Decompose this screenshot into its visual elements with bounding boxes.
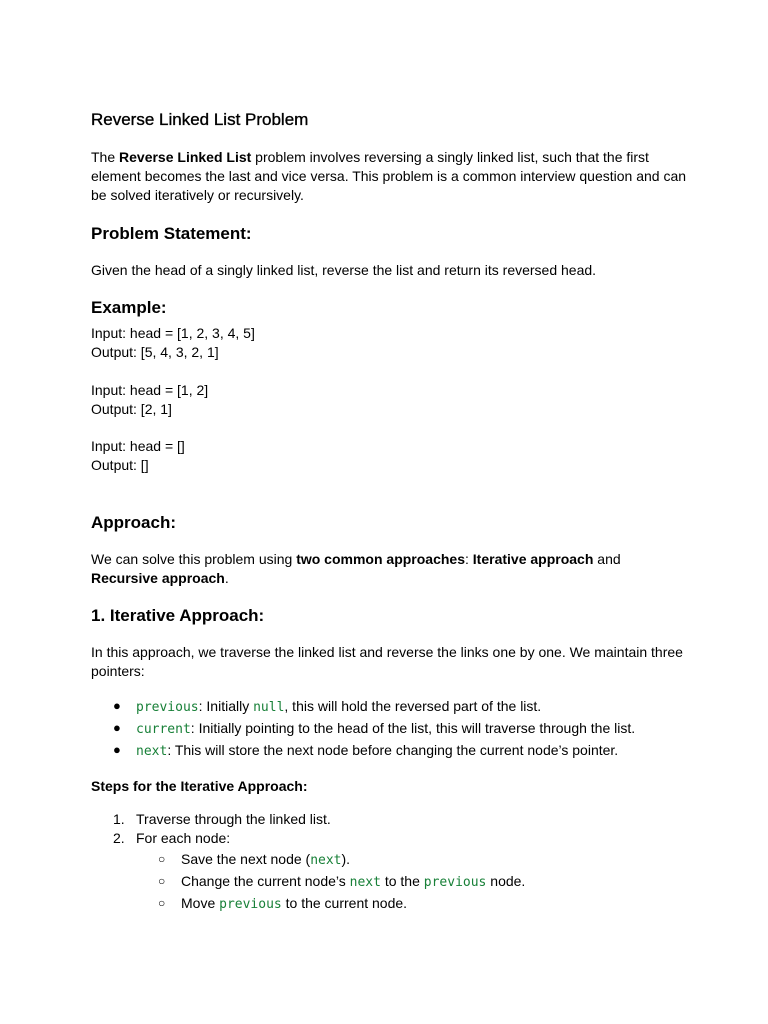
code-term: current — [136, 722, 191, 737]
list-item — [91, 848, 525, 870]
list-item — [91, 717, 635, 739]
approach-text: We can solve this problem using — [91, 551, 297, 567]
circle-bullet-icon: ○ — [158, 896, 166, 910]
approach-bold: Recursive approach — [91, 570, 225, 586]
substep-text: Save the next node ( — [181, 851, 311, 867]
bullet-icon: ● — [113, 720, 121, 735]
steps-heading-text: Steps for the Iterative Approach: — [91, 778, 308, 794]
step-number: 2. — [113, 830, 125, 846]
step-text: Traverse through the linked list. — [136, 811, 331, 827]
example-line: Output: [5, 4, 3, 2, 1] — [91, 344, 219, 360]
code-term: previous — [219, 897, 282, 912]
example-line: Input: head = [1, 2, 3, 4, 5] — [91, 325, 255, 341]
intro-text-1: The — [91, 149, 120, 165]
steps-heading — [91, 777, 308, 796]
code-term: previous — [423, 875, 487, 890]
problem-statement-text: Given the head of a singly linked list, reverse the list and return its reversed head. — [91, 262, 597, 278]
code-term: null — [253, 700, 285, 715]
intro-text-2: problem involves reversing a singly linked list, such that the first element becomes the last and vice versa. This problem is a common interview question and can be solved iteratively or recursively. — [91, 149, 687, 203]
list-item — [91, 739, 635, 761]
pointer-list — [91, 695, 635, 761]
iterative-approach-heading: 1. Iterative Approach: — [91, 606, 265, 625]
code-term: next — [310, 853, 342, 868]
substep-text: ). — [341, 851, 351, 867]
substep-text: Move — [181, 895, 220, 911]
list-item-text: : Initially pointing to the head of the list, this will traverse through the list. — [190, 720, 636, 736]
example-line: Input: head = [1, 2] — [91, 382, 209, 398]
approach-heading: Approach: — [91, 513, 176, 532]
list-item-text: : Initially — [198, 698, 254, 714]
code-term: next — [136, 744, 168, 759]
approach-bold: two common approaches — [296, 551, 465, 567]
bullet-icon: ● — [113, 742, 121, 757]
step-text: For each node: — [136, 830, 231, 846]
list-item — [91, 695, 635, 717]
approach-text: . — [224, 570, 229, 586]
example-line: Input: head = [] — [91, 438, 185, 454]
approach-paragraph — [91, 550, 691, 588]
substeps-list — [91, 848, 525, 914]
circle-bullet-icon: ○ — [158, 852, 166, 866]
steps-list — [91, 810, 331, 848]
example-line: Output: [] — [91, 457, 149, 473]
approach-text: and — [593, 551, 621, 567]
problem-statement-heading: Problem Statement: — [91, 224, 252, 243]
approach-bold: Iterative approach — [472, 551, 594, 567]
list-item — [91, 829, 331, 848]
list-item-text: : This will store the next node before changing the current node’s pointer. — [167, 742, 619, 758]
substep-text: Change the current node’s — [181, 873, 350, 889]
iterative-approach-text: In this approach, we traverse the linked list and reverse the links one by one. We maintain three pointers: — [91, 644, 683, 679]
example-line: Output: [2, 1] — [91, 401, 172, 417]
example-heading: Example: — [91, 298, 167, 317]
approach-text: : — [465, 551, 473, 567]
circle-bullet-icon: ○ — [158, 874, 166, 888]
substep-text: to the current node. — [281, 895, 408, 911]
list-item — [91, 810, 331, 829]
list-item — [91, 892, 525, 914]
intro-bold-term: Reverse Linked List — [119, 149, 252, 165]
code-term: previous — [136, 700, 199, 715]
code-term: next — [349, 875, 381, 890]
step-number: 1. — [113, 811, 125, 827]
list-item-text: , this will hold the reversed part of the list. — [284, 698, 542, 714]
page-title: Reverse Linked List Problem — [91, 110, 309, 129]
intro-paragraph — [91, 148, 691, 205]
bullet-icon: ● — [113, 698, 121, 713]
substep-text: to the — [380, 873, 424, 889]
list-item — [91, 870, 525, 892]
substep-text: node. — [486, 873, 526, 889]
